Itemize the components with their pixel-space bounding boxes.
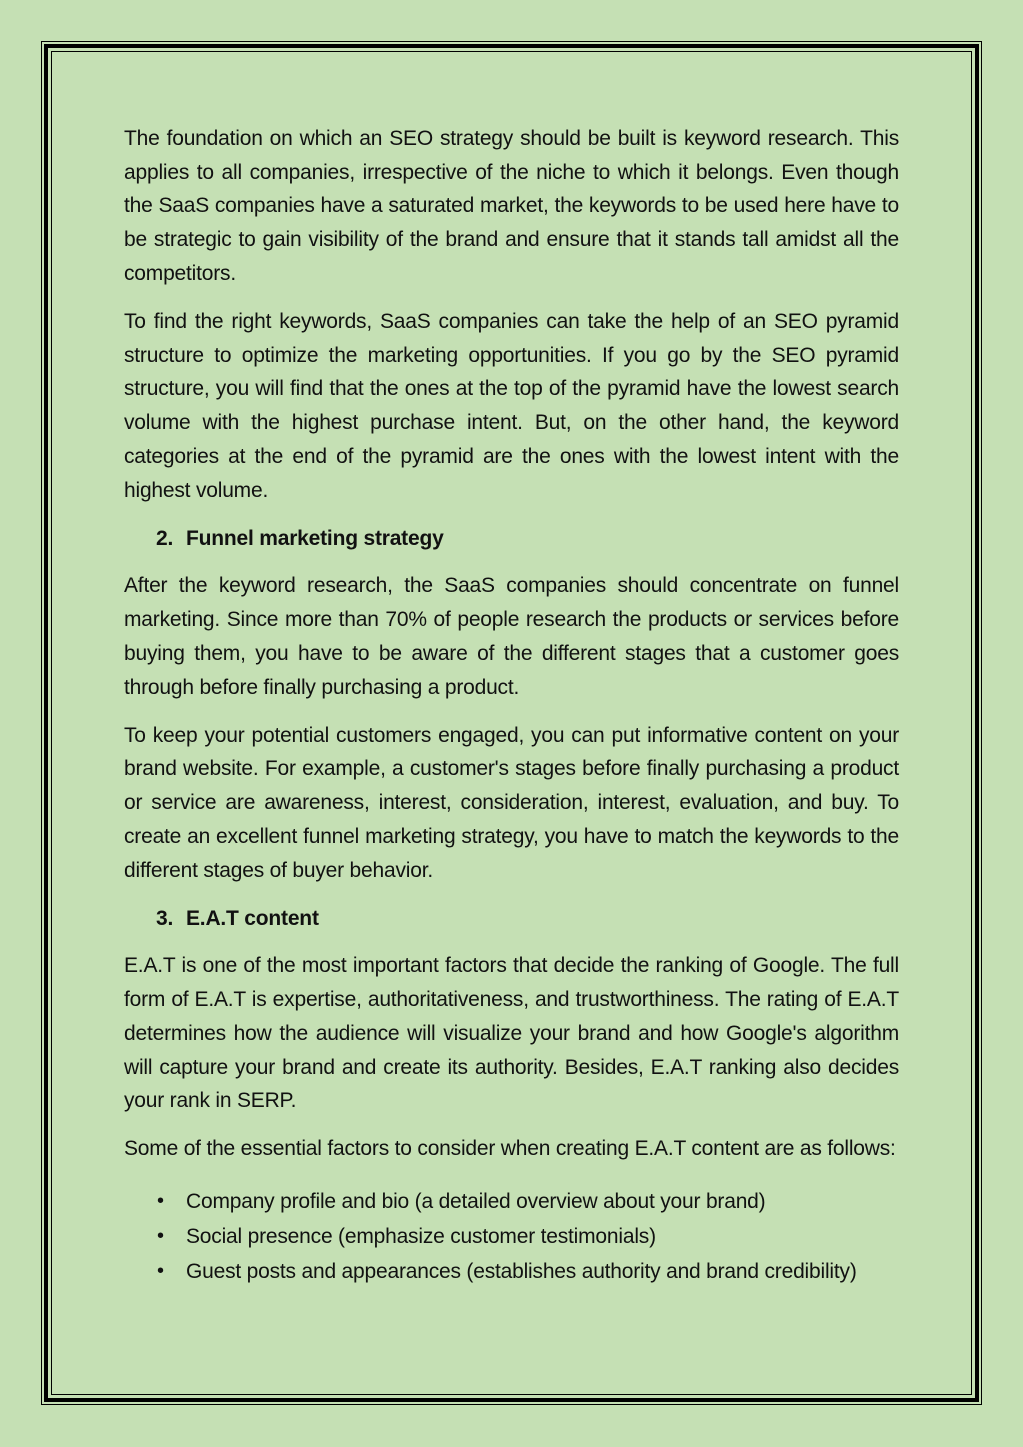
list-item [124, 1254, 899, 1289]
paragraph-customer-engagement: To keep your potential customers engaged, you can put informative content on your brand website. For example, a customer's stages before finally purchasing a product or service are awareness, interest, consideration, interest, evaluation, and buy. To create an excellent funnel marketing strategy, you have to match the keywords to the different stages of buyer behavior. [124, 723, 899, 882]
list-item [124, 1219, 899, 1254]
heading-funnel-marketing [124, 522, 899, 556]
bullet-icon: • [157, 1190, 164, 1213]
paragraph-eat-factors-intro: Some of the essential factors to consider when creating E.A.T content are as follows: [124, 1137, 896, 1161]
paragraph-funnel-marketing: After the keyword research, the SaaS companies should concentrate on funnel marketing. Since more than 70% of people research the products or services before buying them, you have to be aware of the different stages that a customer goes through before finally purchasing a product. [124, 574, 899, 699]
paragraph-seo-pyramid: To find the right keywords, SaaS companies can take the help of an SEO pyramid structure to optimize the marketing opportunities. If you go by the SEO pyramid structure, you will find that the ones at the top of the pyramid have the lowest search volume with the highest purchase intent. But, on the other hand, the keyword categories at the end of the pyramid are the ones with the lowest intent with the highest volume. [124, 310, 899, 502]
heading-number: 3. [156, 906, 174, 930]
heading-text: E.A.T content [186, 906, 319, 930]
heading-number: 2. [156, 526, 174, 550]
heading-eat-content [124, 902, 899, 936]
document-body [124, 122, 899, 1289]
bullet-icon: • [157, 1225, 164, 1248]
eat-factors-list [124, 1184, 899, 1289]
heading-text: Funnel marketing strategy [186, 526, 444, 550]
list-item-text: Company profile and bio (a detailed overview about your brand) [186, 1190, 766, 1214]
list-item-text: Social presence (emphasize customer testimonials) [186, 1225, 656, 1249]
list-item [124, 1184, 899, 1219]
list-item-text: Guest posts and appearances (establishes authority and brand credibility) [186, 1260, 857, 1284]
paragraph-keyword-research: The foundation on which an SEO strategy should be built is keyword research. This applies to all companies, irrespective of the niche to which it belongs. Even though the SaaS companies have a saturated market, the keywords to be used here have to be strategic to gain visibility of the brand and ensure that it stands tall amidst all the competitors. [124, 127, 899, 285]
paragraph-eat-definition: E.A.T is one of the most important factors that decide the ranking of Google. The full form of E.A.T is expertise, authoritativeness, and trustworthiness. The rating of E.A.T determines how the audience will visualize your brand and how Google's algorithm will capture your brand and create its authority. Besides, E.A.T ranking also decides your rank in SERP. [124, 954, 899, 1113]
bullet-icon: • [157, 1260, 164, 1283]
